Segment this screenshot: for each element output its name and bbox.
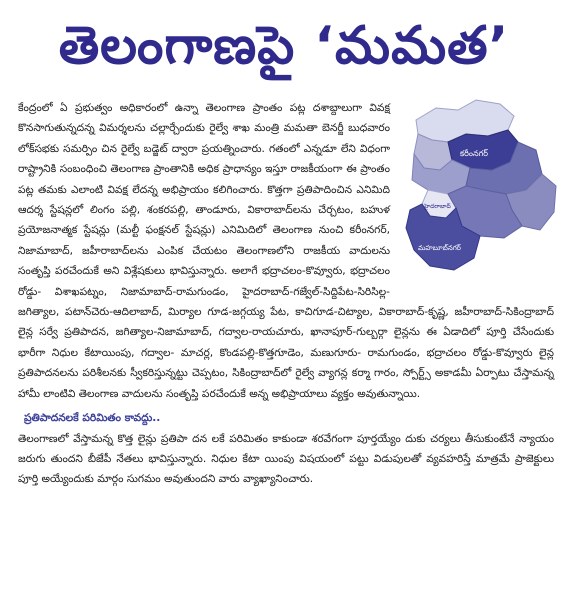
map-label-hyderabad: హైదరాబాద్ bbox=[424, 203, 451, 210]
telangana-map-graphic bbox=[396, 90, 566, 302]
article-paragraph-2: తెలంగాణలో వేస్తామన్న కొత్త లైన్లు ప్రతిపా దన లకే పరిమితం కాకుండా శరవేగంగా పూర్తయ్యేం దుకు చర్యలు తీసుకుంటేనే న్యాయం జరుగు తుందని బీజేపీ నేతలు భావిస్తున్నారు. నిధుల కేటా యింపు విషయంలో పట్టు విడుపులతో వ్యవహరిస్తే మాత్రమే ప్రాజెక్టులు పూర్తి అయ్యేందుకు మార్గం సుగమం అవుతుందని వారు వ్యాఖ్యానించారు. bbox=[18, 432, 554, 486]
map-label-karimnagar: కరీంనగర్ bbox=[460, 149, 488, 158]
headline: తెలంగాణపై ‘మమత’ bbox=[58, 16, 510, 76]
telangana-map bbox=[396, 90, 566, 302]
article-body bbox=[18, 98, 554, 490]
map-label-mahabubnagar: మహబూబ్‌నగర్ bbox=[418, 244, 461, 252]
article-paragraph-1: కేంద్రంలో ఏ ప్రభుత్వం అధికారంలో ఉన్నా తెలంగాణ ప్రాంతం పట్ల దశాబ్దాలుగా వివక్ష కొనసాగుతున్నదన్న విమర్శలను చల్లార్చేందుకు రైల్వే శాఖ మంత్రి మమతా బెనర్జీ బుధవారం లోక్‌సభకు సమర్పిం చిన రైల్వే బడ్జెట్ ద్వారా ప్రయత్నించారు. గతంలో ఎన్నడూ లేని విధంగా రాష్ట్రానికి సంబంధించి తెలంగాణ ప్రాంతానికి అధిక ప్రాధాన్యం ఇస్తూ రాజకీయంగా ఈ ప్రాంతం పట్ల తమకు ఎలాంటి వివక్ష లేదన్న అభిప్రాయం కలిగించారు. కొత్తగా ప్రతిపాదించిన ఎనిమిది ఆదర్శ స్టేషన్లలో లింగం పల్లి, శంకరపల్లి, తాండూరు, వికారాబాద్‌లను చేర్చటం, బహుళ ప్రయోజనాత్మక స్టేషన్లు (మల్టీ ఫంక్షనల్ స్టేషన్లు) ఎనిమిదిలో తెలంగాణ నుంచి కరీంనగర్, నిజామాబాద్, జహీరాబాద్‌లను ఎంపిక చేయటం తెలంగాణలోని రాజకీయ వాదులను సంతృప్తి పరచేందుకే అని విశ్లేషకులు భావిస్తున్నారు. అలాగే భద్రాచలం-కొవ్వూరు, భద్రాచలం రోడ్డు- విశాఖపట్నం, నిజామాబాద్-రామగుండం, హైదరాబాద్-గజ్వేల్-సిద్దిపేట-సిరిసిల్ల-జగిత్యాల, పటాన్‌చెరు-ఆదిలాబాద్, మిర్యాల గూడ-జగ్గయ్య పేట, కాచిగూడ-చిట్యాల, వికారాబాద్-కృష్ణ, జహీరాబాద్-సికింద్రాబాద్ లైన్ల సర్వే ప్రతిపాదన, జగిత్యాల-నిజామాబాద్, గద్వాల-రాయచూరు, ఖానాపూర్-గుల్బర్గా లైన్లను ఈ ఏడాదిలో పూర్తి చేసేందుకు భారీగా నిధుల కేటాయింపు, గద్వాల- మాచర్ల, కొండపల్లి-కొత్తగూడెం, మణుగూరు- రామగుండం, భద్రాచలం రోడ్డు-కొవ్వూరు లైన్ల ప్రతిపాదనలను పరిశీలనకు స్వీకరిస్తున్నట్టు చెప్పటం, సికింద్రాబాద్‌లో రైల్వే వ్యాగన్ల కర్మా గారం, స్పోర్ట్స్ అకాడమీ ఏర్పాటు చేస్తామన్న హామీ లాంటివి తెలంగాణ వాదులను సంతృప్తి పరచేందుకే అన్న అభిప్రాయాలు వ్యక్తం అవుతున్నాయి. bbox=[18, 102, 554, 400]
article-subhead: ప్రతిపాదనలకే పరిమితం కావద్దు.. bbox=[24, 412, 161, 425]
